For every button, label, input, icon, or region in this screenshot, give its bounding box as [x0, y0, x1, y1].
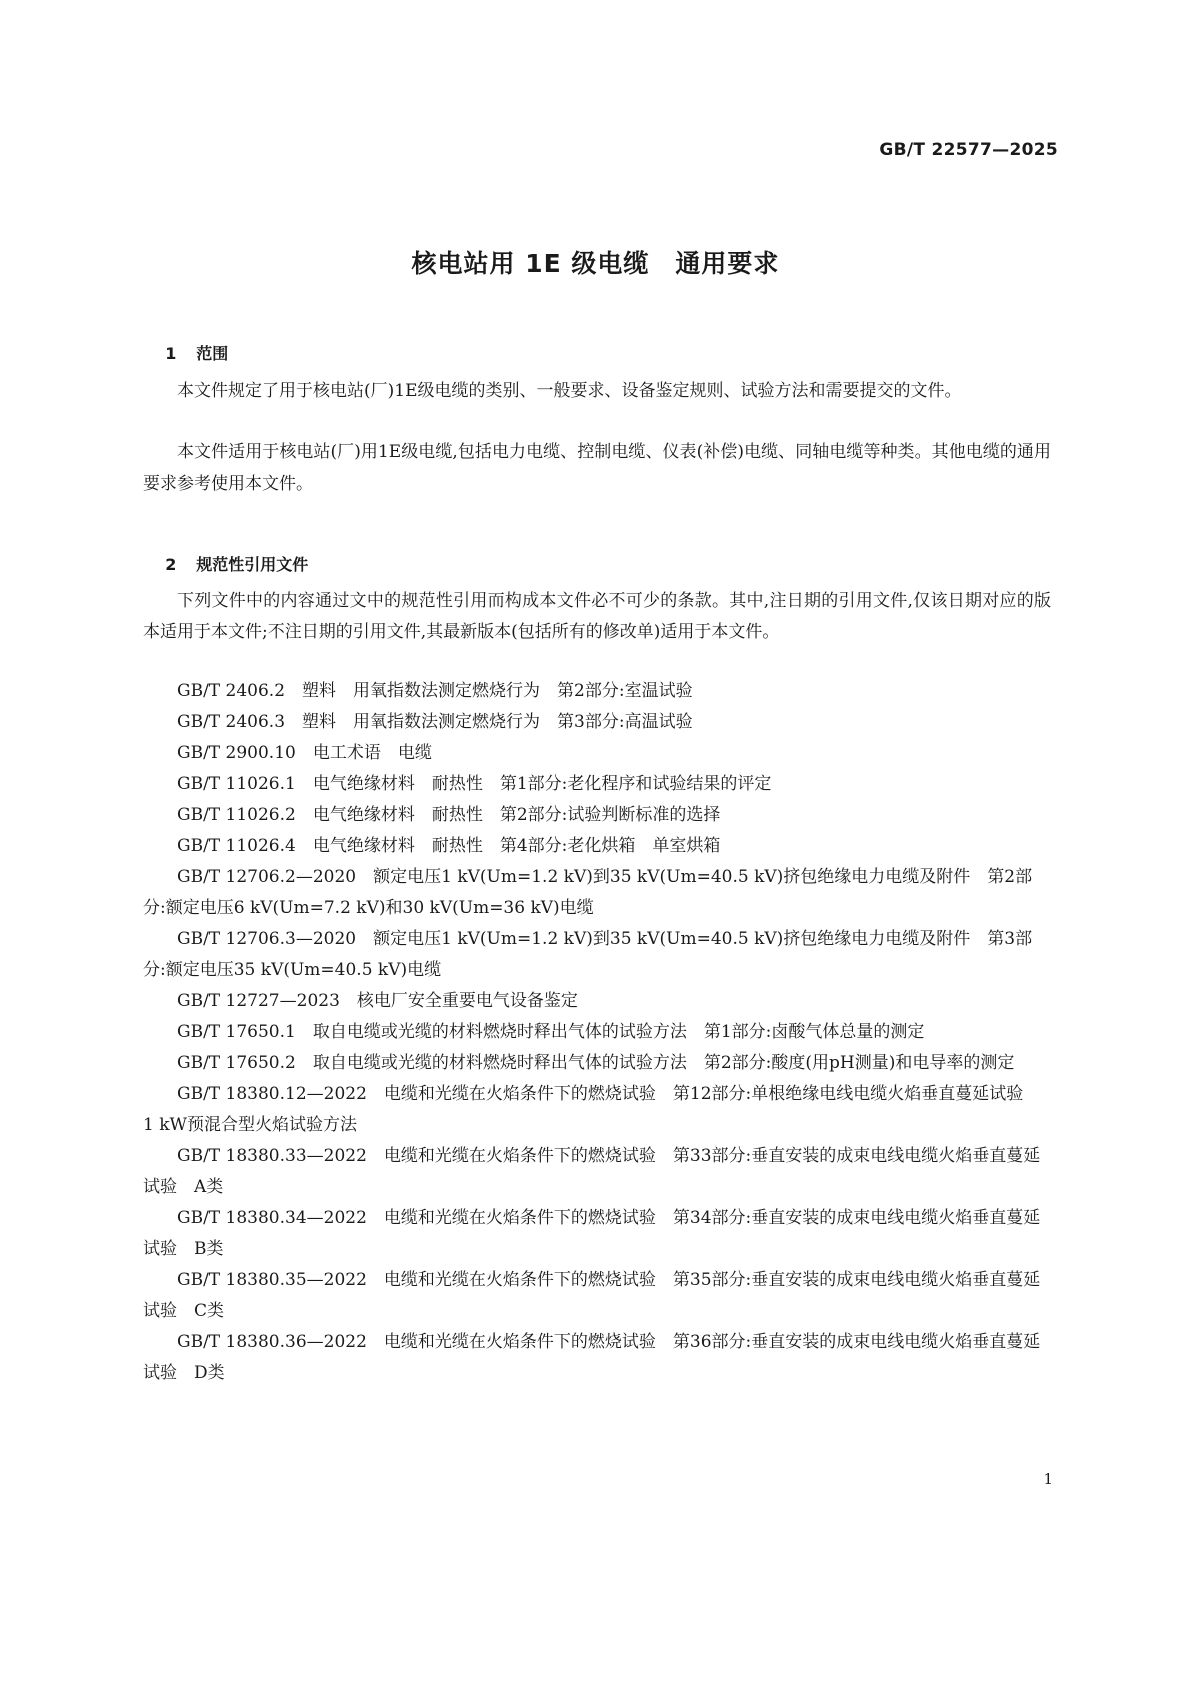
reference-item: GB/T 17650.2 取自电缆或光缆的材料燃烧时释出气体的试验方法 第2部分:酸度(用pH测量)和电导率的测定: [177, 1053, 1015, 1073]
scope-paragraph-1: 本文件规定了用于核电站(厂)1E级电缆的类别、一般要求、设备鉴定规则、试验方法和需要提交的文件。: [177, 381, 962, 401]
reference-item: GB/T 12706.3—2020 额定电压1 kV(Um=1.2 kV)到35 kV(Um=40.5 kV)挤包绝缘电力电缆及附件 第3部分:额定电压35 kV(Um=40.5 kV)电缆: [143, 929, 1033, 980]
reference-item: GB/T 2900.10 电工术语 电缆: [177, 743, 432, 763]
page-number: 1: [1043, 1470, 1053, 1488]
reference-item: GB/T 2406.2 塑料 用氧指数法测定燃烧行为 第2部分:室温试验: [177, 681, 693, 701]
section-number: 2: [165, 555, 177, 574]
reference-item: GB/T 18380.12—2022 电缆和光缆在火焰条件下的燃烧试验 第12部分:单根绝缘电线电缆火焰垂直蔓延试验 1 kW预混合型火焰试验方法: [143, 1084, 1041, 1135]
section-title: 范围: [196, 344, 229, 363]
reference-item: GB/T 18380.34—2022 电缆和光缆在火焰条件下的燃烧试验 第34部分:垂直安装的成束电线电缆火焰垂直蔓延试验 B类: [143, 1208, 1041, 1259]
section-number: 1: [165, 344, 177, 363]
document-title: 核电站用 1E 级电缆 通用要求: [411, 249, 780, 278]
reference-item: GB/T 11026.1 电气绝缘材料 耐热性 第1部分:老化程序和试验结果的评定: [177, 774, 772, 794]
reference-item: GB/T 11026.2 电气绝缘材料 耐热性 第2部分:试验判断标准的选择: [177, 805, 721, 825]
reference-item: GB/T 17650.1 取自电缆或光缆的材料燃烧时释出气体的试验方法 第1部分:卤酸气体总量的测定: [177, 1022, 925, 1042]
reference-item: GB/T 2406.3 塑料 用氧指数法测定燃烧行为 第3部分:高温试验: [177, 712, 693, 732]
section-title: 规范性引用文件: [196, 555, 309, 574]
reference-item: GB/T 12706.2—2020 额定电压1 kV(Um=1.2 kV)到35 kV(Um=40.5 kV)挤包绝缘电力电缆及附件 第2部分:额定电压6 kV(Um=7.2 kV)和30 kV(Um=36 kV)电缆: [143, 867, 1033, 918]
reference-list: [143, 676, 1051, 1389]
reference-item: GB/T 18380.35—2022 电缆和光缆在火焰条件下的燃烧试验 第35部分:垂直安装的成束电线电缆火焰垂直蔓延试验 C类: [143, 1270, 1041, 1321]
scope-paragraph-2: 本文件适用于核电站(厂)用1E级电缆,包括电力电缆、控制电缆、仪表(补偿)电缆、同轴电缆等种类。其他电缆的通用要求参考使用本文件。: [143, 442, 1051, 494]
section-heading-scope: [143, 322, 228, 383]
references-intro-paragraph: 下列文件中的内容通过文中的规范性引用而构成本文件必不可少的条款。其中,注日期的引用文件,仅该日期对应的版本适用于本文件;不注日期的引用文件,其最新版本(包括所有的修改单)适用于本文件。: [143, 591, 1051, 642]
section-heading-normative-references: [143, 533, 308, 594]
reference-item: GB/T 18380.33—2022 电缆和光缆在火焰条件下的燃烧试验 第33部分:垂直安装的成束电线电缆火焰垂直蔓延试验 A类: [143, 1146, 1041, 1197]
standard-number: GB/T 22577—2025: [879, 140, 1058, 160]
reference-item: GB/T 12727—2023 核电厂安全重要电气设备鉴定: [177, 991, 578, 1011]
reference-item: GB/T 18380.36—2022 电缆和光缆在火焰条件下的燃烧试验 第36部分:垂直安装的成束电线电缆火焰垂直蔓延试验 D类: [143, 1332, 1041, 1383]
reference-item: GB/T 11026.4 电气绝缘材料 耐热性 第4部分:老化烘箱 单室烘箱: [177, 836, 721, 856]
